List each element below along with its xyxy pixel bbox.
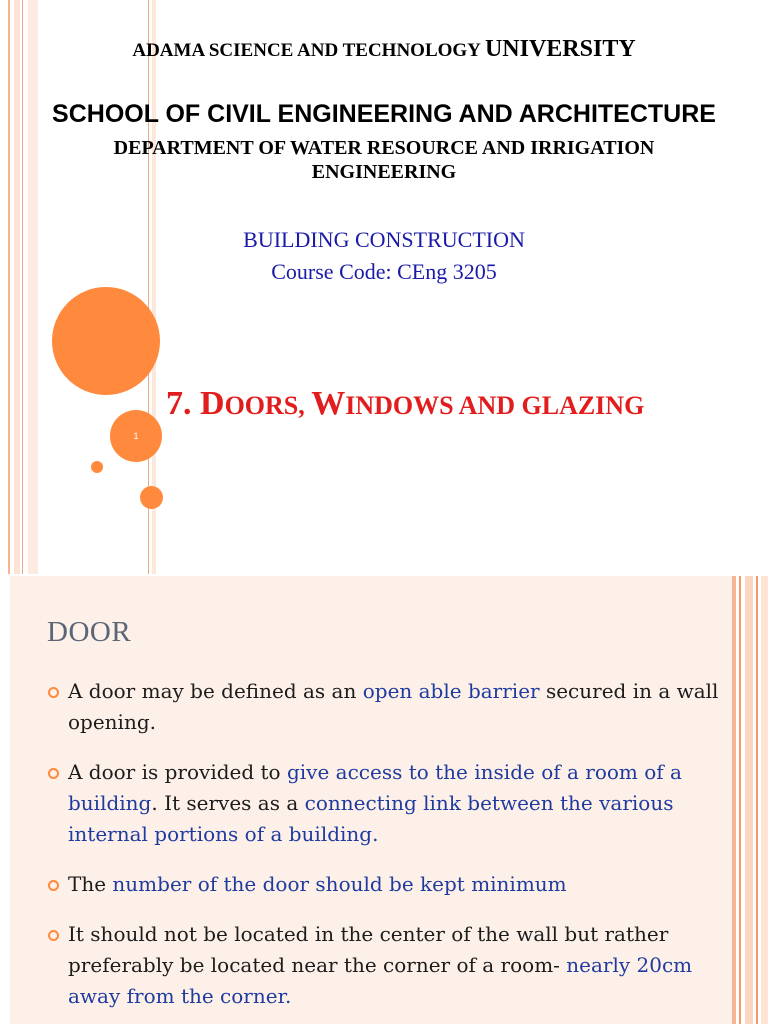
decor-stripe — [756, 576, 758, 1024]
decor-stripe — [739, 576, 741, 1024]
list-item: A door is provided to give access to the inside of a room of a building. It serves as a connecting link between the various internal portions of a building. — [46, 757, 732, 850]
list-item: The number of the door should be kept minimum — [46, 869, 732, 900]
course-name: BUILDING CONSTRUCTION — [243, 227, 525, 252]
decor-stripe — [732, 576, 736, 1024]
decor-circle-small — [91, 461, 103, 473]
bullet-icon — [48, 687, 59, 698]
decor-stripe — [761, 576, 768, 1024]
university-heading: ADAMA SCIENCE AND TECHNOLOGY UNIVERSITY — [132, 36, 636, 62]
decor-stripe — [745, 576, 753, 1024]
decor-circle-small — [140, 486, 163, 509]
course-info — [0, 224, 768, 288]
list-item: It should not be located in the center of the wall but rather preferably be located near the corner of a room- nearly 20cm away from the corner. — [46, 919, 732, 1012]
decor-circle-large — [52, 287, 160, 395]
course-code: Course Code: CEng 3205 — [271, 259, 497, 284]
bullet-icon — [48, 768, 59, 779]
school-heading: SCHOOL OF CIVIL ENGINEERING AND ARCHITECTURE — [52, 100, 716, 128]
bullet-icon — [48, 930, 59, 941]
bullet-list — [46, 676, 732, 1024]
department-heading: DEPARTMENT OF WATER RESOURCE AND IRRIGATION ENGINEERING — [113, 137, 655, 183]
slide-title: DOOR — [47, 616, 132, 648]
list-item: A door may be defined as an open able barrier secured in a wall opening. — [46, 676, 732, 738]
content-slide — [0, 576, 768, 1024]
bullet-icon — [48, 880, 59, 891]
page-number-circle — [110, 410, 162, 462]
chapter-title: 7. DOORS, WINDOWS AND GLAZING — [166, 385, 645, 422]
page-number: 1 — [133, 431, 139, 441]
